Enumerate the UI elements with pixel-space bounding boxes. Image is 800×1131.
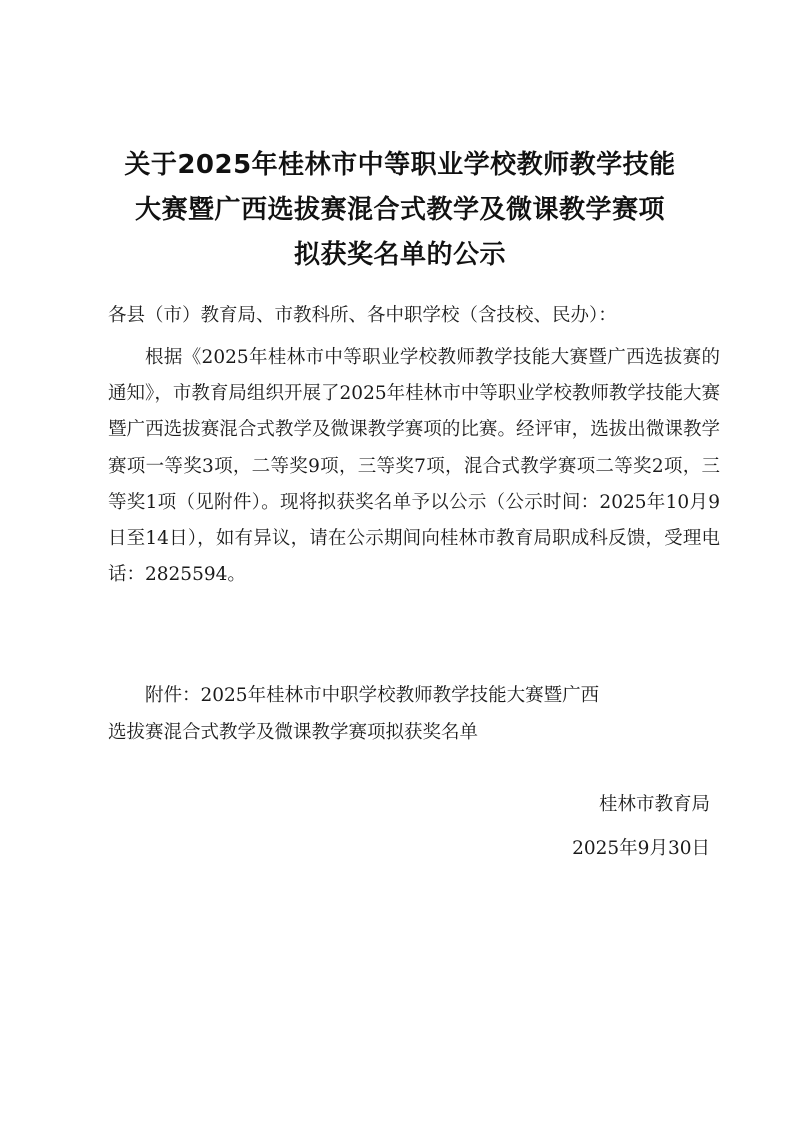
salutation: 各县（市）教育局、市教科所、各中职学校（含技校、民办）：	[108, 305, 617, 326]
title-line-1: 关于2025年桂林市中等职业学校教师教学技能	[124, 150, 676, 180]
document-title	[60, 143, 740, 278]
attachment-line-2: 选拔赛混合式教学及微课教学赛项拟获奖名单	[108, 722, 479, 743]
title-line-2: 大赛暨广西选拔赛混合式教学及微课教学赛项	[134, 195, 665, 225]
body-paragraph: 根据《2025年桂林市中等职业学校教师教学技能大赛暨广西选拔赛的通知》，市教育局组织开展了2025年桂林市中等职业学校教师教学技能大赛暨广西选拔赛混合式教学及微课教学赛项的比赛。经评审，选拔出微课教学赛项一等奖3项，二等奖9项，三等奖7项，混合式教学赛项二等奖2项，三等奖1项（见附件）。现将拟获奖名单予以公示（公示时间：2025年10月9日至14日），如有异议，请在公示期间向桂林市教育局职成科反馈，受理电话：2825594。	[108, 347, 720, 586]
attachment-note	[108, 677, 720, 751]
signature-organization: 桂林市教育局	[598, 794, 710, 815]
title-line-3: 拟获奖名单的公示	[293, 240, 506, 270]
signature-date: 2025年9月30日	[572, 838, 710, 859]
attachment-line-1: 附件：2025年桂林市中职学校教师教学技能大赛暨广西	[145, 685, 600, 706]
